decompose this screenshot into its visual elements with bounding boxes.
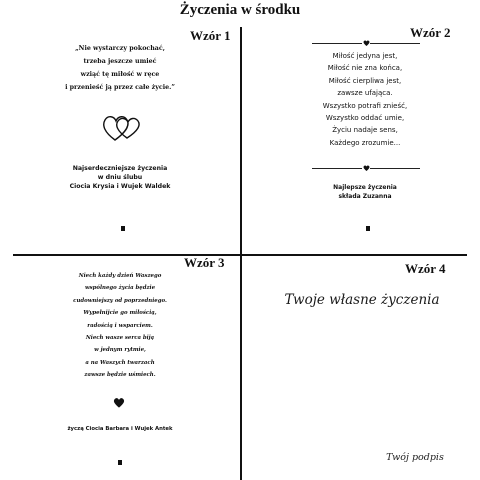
divider-line	[370, 43, 420, 44]
q3-poem-line: w jednym rytmie,	[94, 347, 146, 354]
q4-wishes: Twoje własne życzenia	[284, 292, 440, 308]
heart-icon	[113, 397, 125, 408]
divider-line	[370, 168, 420, 169]
square-marker	[118, 460, 122, 465]
q1-quote-line: i przenieść ją przez całe życie.”	[65, 84, 175, 91]
q1-label: Wzór 1	[190, 28, 231, 43]
q2-poem-line: Każdego zrozumie...	[329, 138, 401, 147]
q2-poem-line: Miłość jedyna jest,	[332, 52, 398, 60]
q1-quote-line: trzeba jeszcze umieć	[83, 58, 157, 65]
divider-line	[312, 168, 362, 169]
q3-signature: życzą Ciocia Barbara i Wujek Antek	[67, 426, 173, 432]
q4-signature: Twój podpis	[386, 452, 444, 463]
q4-label: Wzór 4	[405, 261, 446, 276]
q2-poem-line: Życiu nadaje sens,	[332, 126, 398, 135]
square-marker	[121, 226, 125, 231]
q1-quote-line: wziąć tę miłość w ręce	[80, 71, 160, 78]
q2-signature-line: składa Zuzanna	[338, 193, 392, 200]
q3-poem	[50, 270, 190, 382]
q2-signature-line: Najlepsze życzenia	[333, 184, 397, 191]
q3-poem-line: Wypełnijcie go miłością,	[83, 310, 157, 317]
q2-poem	[300, 50, 430, 149]
horizontal-divider	[13, 254, 467, 256]
q2-poem-line: Wszystko oddać umie,	[325, 114, 405, 123]
q2-label: Wzór 2	[410, 25, 451, 40]
q2-poem-line: Miłość nie zna końca,	[327, 64, 403, 73]
q3-poem-line: cudowniejszy od poprzedniego.	[73, 297, 167, 304]
q3-poem-line: a na Waszych twarzach	[85, 359, 155, 366]
q2-poem-line: Miłość cierpliwa jest,	[328, 76, 402, 85]
q2-poem-line: zawsze ufająca.	[337, 89, 393, 98]
q1-signature-line: Ciocia Krysia i Wujek Waldek	[69, 183, 171, 190]
q1-quote-line: „Nie wystarczy pokochać,	[75, 45, 165, 52]
heart-icon	[363, 40, 370, 46]
q1-signature	[45, 164, 195, 191]
q1-signature-line: Najserdeczniejsze życzenia	[72, 165, 168, 172]
q1-signature-line: w dniu ślubu	[97, 174, 143, 181]
q3-poem-line: zawsze będzie uśmiech.	[84, 372, 156, 379]
square-marker	[366, 226, 370, 231]
double-heart-icon	[102, 112, 142, 144]
divider-line	[312, 43, 362, 44]
q3-poem-line: Niech każdy dzień Waszego	[78, 273, 162, 279]
q3-label: Wzór 3	[184, 255, 225, 270]
q3-poem-line: Niech wasze serca biją	[85, 335, 155, 342]
q2-signature	[310, 183, 420, 201]
q3-poem-line: radością i wsparciem.	[87, 322, 153, 329]
q3-poem-line: wspólnego życia będzie	[84, 285, 156, 292]
q1-quote	[45, 42, 195, 94]
page-title: Życzenia w środku	[179, 2, 301, 18]
q2-poem-line: Wszystko potrafi znieść,	[322, 101, 408, 110]
heart-icon	[363, 165, 370, 171]
